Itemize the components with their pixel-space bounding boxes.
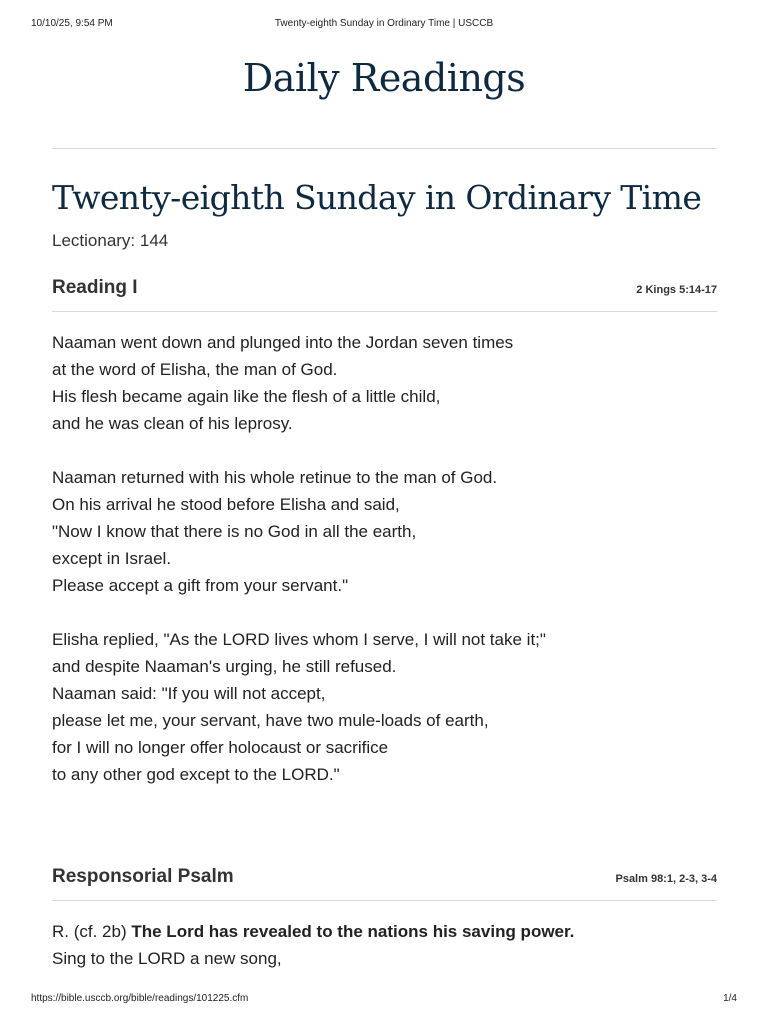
psalm-title: Responsorial Psalm	[52, 866, 234, 887]
response-text: The Lord has revealed to the nations his saving power.	[131, 922, 575, 941]
verse-line: Please accept a gift from your servant."	[52, 576, 349, 595]
print-header	[0, 18, 768, 34]
reading-1-text	[52, 329, 717, 788]
verse-line: On his arrival he stood before Elisha and said,	[52, 495, 400, 514]
reading-1-stanza	[52, 626, 717, 788]
print-datetime: 10/10/25, 9:54 PM	[31, 18, 113, 29]
verse-line: Naaman said: "If you will not accept,	[52, 684, 326, 703]
verse-line: please let me, your servant, have two mule-loads of earth,	[52, 711, 489, 730]
verse-line: His flesh became again like the flesh of a little child,	[52, 387, 441, 406]
print-page-title: Twenty-eighth Sunday in Ordinary Time | USCCB	[274, 18, 494, 29]
psalm-text	[52, 918, 717, 972]
verse-line: Sing to the LORD a new song,	[52, 949, 282, 968]
print-url: https://bible.usccb.org/bible/readings/101225.cfm	[31, 993, 249, 1004]
site-title[interactable]: Daily Readings	[242, 56, 526, 100]
psalm-stanza	[52, 918, 717, 972]
print-page-number: 1/4	[723, 993, 737, 1004]
reading-1-title: Reading I	[52, 277, 138, 298]
psalm-citation-link[interactable]: Psalm 98:1, 2-3, 3-4	[615, 873, 717, 885]
print-footer	[0, 993, 768, 1009]
verse-line: for I will no longer offer holocaust or sacrifice	[52, 738, 389, 757]
verse-line: at the word of Elisha, the man of God.	[52, 360, 338, 379]
reading-1-stanza	[52, 329, 717, 437]
verse-line: except in Israel.	[52, 549, 172, 568]
psalm-header	[52, 866, 717, 901]
reading-1-header	[52, 277, 717, 312]
verse-line: and despite Naaman's urging, he still refused.	[52, 657, 397, 676]
verse-line: to any other god except to the LORD."	[52, 765, 340, 784]
verse-line: Naaman went down and plunged into the Jordan seven times	[52, 333, 514, 352]
response-prefix: R. (cf. 2b)	[52, 922, 127, 941]
verse-line: Naaman returned with his whole retinue to the man of God.	[52, 468, 498, 487]
reading-1-citation-link[interactable]: 2 Kings 5:14-17	[636, 284, 717, 296]
header-divider	[52, 148, 717, 149]
verse-line: Elisha replied, "As the LORD lives whom I serve, I will not take it;"	[52, 630, 546, 649]
reading-1-stanza	[52, 464, 717, 599]
lectionary-number: Lectionary: 144	[52, 231, 169, 250]
verse-line: and he was clean of his leprosy.	[52, 414, 293, 433]
verse-line: "Now I know that there is no God in all the earth,	[52, 522, 417, 541]
psalm-response-line	[52, 918, 717, 945]
page-title: Twenty-eighth Sunday in Ordinary Time	[52, 178, 702, 217]
